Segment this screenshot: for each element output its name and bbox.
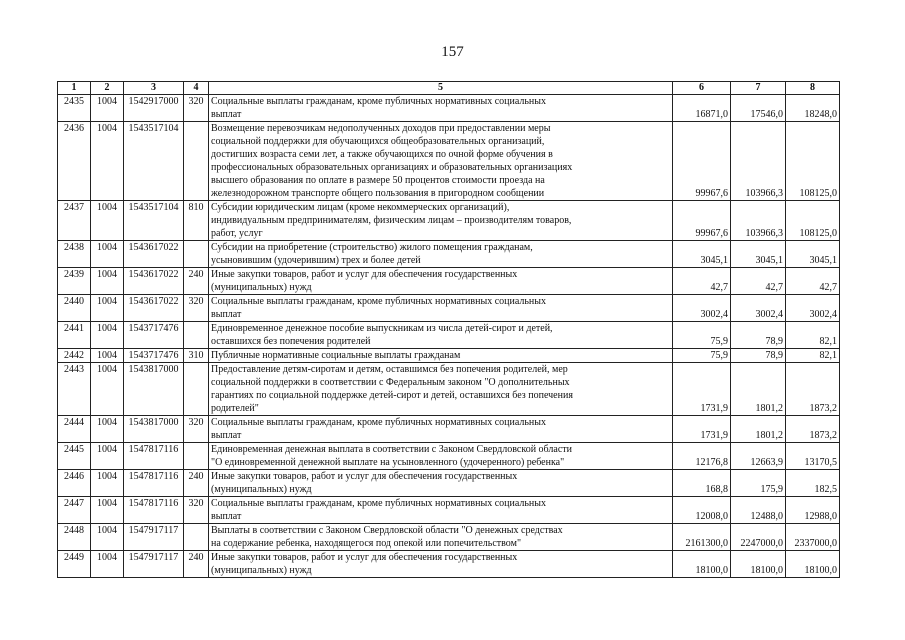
row-number-cell: 2437 (58, 201, 91, 241)
amount-year-1-cell: 168,8 (673, 470, 731, 497)
description-line: выплат (211, 309, 242, 320)
column-header: 5 (209, 82, 673, 95)
expense-type-cell: 810 (184, 201, 209, 241)
amount-year-1-cell: 1731,9 (673, 363, 731, 416)
section-code-cell: 1004 (91, 241, 124, 268)
amount-year-1-cell: 3045,1 (673, 241, 731, 268)
expense-type-cell: 310 (184, 349, 209, 363)
description-line: выплат (211, 430, 242, 441)
description-line: Социальные выплаты гражданам, кроме публичных нормативных социальных (211, 96, 546, 107)
amount-year-1-cell: 16871,0 (673, 95, 731, 122)
row-number-cell: 2440 (58, 295, 91, 322)
amount-year-3-cell: 3045,1 (786, 241, 840, 268)
amount-year-2-cell: 103966,3 (731, 122, 786, 201)
table-row (58, 470, 840, 497)
column-header: 7 (731, 82, 786, 95)
target-article-cell: 1542917000 (124, 95, 184, 122)
description-line: (муниципальных) нужд (211, 484, 312, 495)
description-line: социальной поддержки в соответствии с Федеральным законом "О дополнительных (211, 377, 570, 388)
amount-year-1-cell: 2161300,0 (673, 524, 731, 551)
expense-type-cell (184, 363, 209, 416)
amount-year-2-cell: 1801,2 (731, 416, 786, 443)
section-code-cell: 1004 (91, 201, 124, 241)
amount-year-3-cell: 82,1 (786, 349, 840, 363)
column-header: 4 (184, 82, 209, 95)
table-body (58, 95, 840, 578)
table-row (58, 241, 840, 268)
amount-year-2-cell: 3002,4 (731, 295, 786, 322)
description-line: (муниципальных) нужд (211, 282, 312, 293)
description-line: работ, услуг (211, 228, 263, 239)
description-line: выплат (211, 511, 242, 522)
row-number-cell: 2442 (58, 349, 91, 363)
row-number-cell: 2448 (58, 524, 91, 551)
target-article-cell: 1543517104 (124, 201, 184, 241)
budget-table (57, 81, 840, 578)
description-line: профессиональных образовательных организациях и образовательных организациях (211, 162, 573, 173)
expense-type-cell: 240 (184, 470, 209, 497)
column-header: 1 (58, 82, 91, 95)
column-header: 8 (786, 82, 840, 95)
table-row (58, 497, 840, 524)
amount-year-2-cell: 78,9 (731, 349, 786, 363)
description-line: индивидуальным предпринимателям, физическим лицам – производителям товаров, (211, 215, 572, 226)
amount-year-1-cell: 18100,0 (673, 551, 731, 578)
section-code-cell: 1004 (91, 95, 124, 122)
amount-year-1-cell: 1731,9 (673, 416, 731, 443)
expense-type-cell (184, 122, 209, 201)
expense-type-cell: 320 (184, 416, 209, 443)
table-row (58, 551, 840, 578)
target-article-cell: 1543817000 (124, 416, 184, 443)
section-code-cell: 1004 (91, 524, 124, 551)
table-row (58, 322, 840, 349)
section-code-cell: 1004 (91, 443, 124, 470)
amount-year-3-cell: 108125,0 (786, 201, 840, 241)
amount-year-3-cell: 13170,5 (786, 443, 840, 470)
description-cell (209, 322, 673, 349)
section-code-cell: 1004 (91, 322, 124, 349)
row-number-cell: 2446 (58, 470, 91, 497)
section-code-cell: 1004 (91, 349, 124, 363)
description-line: (муниципальных) нужд (211, 565, 312, 576)
target-article-cell: 1547817116 (124, 497, 184, 524)
expense-type-cell: 240 (184, 551, 209, 578)
amount-year-3-cell: 12988,0 (786, 497, 840, 524)
row-number-cell: 2443 (58, 363, 91, 416)
description-line: Выплаты в соответствии с Законом Свердловской области "О денежных средствах (211, 525, 563, 536)
description-line: Социальные выплаты гражданам, кроме публичных нормативных социальных (211, 498, 546, 509)
description-cell (209, 349, 673, 363)
description-cell (209, 201, 673, 241)
description-cell (209, 416, 673, 443)
description-cell (209, 524, 673, 551)
row-number-cell: 2449 (58, 551, 91, 578)
expense-type-cell (184, 322, 209, 349)
section-code-cell: 1004 (91, 416, 124, 443)
row-number-cell: 2445 (58, 443, 91, 470)
amount-year-1-cell: 75,9 (673, 349, 731, 363)
expense-type-cell: 240 (184, 268, 209, 295)
description-cell (209, 470, 673, 497)
description-cell (209, 241, 673, 268)
table-row (58, 443, 840, 470)
section-code-cell: 1004 (91, 470, 124, 497)
description-line: "О единовременной денежной выплате на усыновленного (удочеренного) ребенка" (211, 457, 565, 468)
description-line: Возмещение перевозчикам недополученных доходов при предоставлении меры (211, 123, 551, 134)
amount-year-1-cell: 99967,6 (673, 201, 731, 241)
description-cell (209, 363, 673, 416)
amount-year-3-cell: 2337000,0 (786, 524, 840, 551)
description-line: Социальные выплаты гражданам, кроме публичных нормативных социальных (211, 417, 546, 428)
table-row (58, 95, 840, 122)
description-line: Иные закупки товаров, работ и услуг для обеспечения государственных (211, 269, 518, 280)
amount-year-1-cell: 12176,8 (673, 443, 731, 470)
description-cell (209, 95, 673, 122)
target-article-cell: 1543617022 (124, 268, 184, 295)
target-article-cell: 1543817000 (124, 363, 184, 416)
column-header: 6 (673, 82, 731, 95)
amount-year-1-cell: 75,9 (673, 322, 731, 349)
row-number-cell: 2436 (58, 122, 91, 201)
section-code-cell: 1004 (91, 363, 124, 416)
amount-year-3-cell: 82,1 (786, 322, 840, 349)
amount-year-2-cell: 103966,3 (731, 201, 786, 241)
section-code-cell: 1004 (91, 551, 124, 578)
description-line: Иные закупки товаров, работ и услуг для обеспечения государственных (211, 471, 518, 482)
expense-type-cell (184, 443, 209, 470)
target-article-cell: 1543717476 (124, 322, 184, 349)
target-article-cell: 1547817116 (124, 470, 184, 497)
amount-year-2-cell: 175,9 (731, 470, 786, 497)
expense-type-cell: 320 (184, 95, 209, 122)
target-article-cell: 1547917117 (124, 524, 184, 551)
description-line: на содержание ребенка, находящегося под опекой или попечительством" (211, 538, 522, 549)
row-number-cell: 2447 (58, 497, 91, 524)
description-line: Публичные нормативные социальные выплаты гражданам (211, 350, 461, 361)
description-cell (209, 551, 673, 578)
description-line: достигших возраста семи лет, а также обучающихся по очной форме обучения в (211, 149, 553, 160)
section-code-cell: 1004 (91, 268, 124, 295)
description-line: высшего образования по оплате в размере 50 процентов стоимости проезда на (211, 175, 545, 186)
target-article-cell: 1543617022 (124, 241, 184, 268)
amount-year-2-cell: 1801,2 (731, 363, 786, 416)
amount-year-2-cell: 3045,1 (731, 241, 786, 268)
column-header: 2 (91, 82, 124, 95)
table-row (58, 122, 840, 201)
table-row (58, 416, 840, 443)
expense-type-cell: 320 (184, 295, 209, 322)
target-article-cell: 1543717476 (124, 349, 184, 363)
description-cell (209, 122, 673, 201)
description-line: Социальные выплаты гражданам, кроме публичных нормативных социальных (211, 296, 546, 307)
amount-year-2-cell: 2247000,0 (731, 524, 786, 551)
description-line: Иные закупки товаров, работ и услуг для обеспечения государственных (211, 552, 518, 563)
row-number-cell: 2441 (58, 322, 91, 349)
description-line: выплат (211, 109, 242, 120)
expense-type-cell: 320 (184, 497, 209, 524)
description-line: оставшихся без попечения родителей (211, 336, 371, 347)
section-code-cell: 1004 (91, 295, 124, 322)
description-line: Субсидии юридическим лицам (кроме некоммерческих организаций), (211, 202, 510, 213)
amount-year-3-cell: 3002,4 (786, 295, 840, 322)
table-row (58, 201, 840, 241)
row-number-cell: 2444 (58, 416, 91, 443)
amount-year-1-cell: 12008,0 (673, 497, 731, 524)
column-header: 3 (124, 82, 184, 95)
amount-year-2-cell: 78,9 (731, 322, 786, 349)
description-cell (209, 443, 673, 470)
section-code-cell: 1004 (91, 122, 124, 201)
target-article-cell: 1547817116 (124, 443, 184, 470)
amount-year-3-cell: 18100,0 (786, 551, 840, 578)
amount-year-3-cell: 18248,0 (786, 95, 840, 122)
description-cell (209, 295, 673, 322)
description-line: гарантиях по социальной поддержке детей-сирот и детей, оставшихся без попечения (211, 390, 573, 401)
amount-year-3-cell: 1873,2 (786, 363, 840, 416)
description-line: железнодорожном транспорте общего пользования в пригородном сообщении (211, 188, 545, 199)
description-line: Субсидии на приобретение (строительство) жилого помещения гражданам, (211, 242, 533, 253)
amount-year-2-cell: 17546,0 (731, 95, 786, 122)
amount-year-2-cell: 42,7 (731, 268, 786, 295)
description-line: усыновившим (удочерившим) трех и более детей (211, 255, 421, 266)
table-row (58, 524, 840, 551)
table-row (58, 349, 840, 363)
description-line: Единовременная денежная выплата в соответствии с Законом Свердловской области (211, 444, 572, 455)
amount-year-3-cell: 182,5 (786, 470, 840, 497)
table-row (58, 268, 840, 295)
description-line: социальной поддержки для обучающихся общеобразовательных организаций, (211, 136, 545, 147)
expense-type-cell (184, 241, 209, 268)
amount-year-2-cell: 18100,0 (731, 551, 786, 578)
amount-year-1-cell: 99967,6 (673, 122, 731, 201)
target-article-cell: 1543617022 (124, 295, 184, 322)
description-cell (209, 497, 673, 524)
header-row (58, 82, 840, 95)
description-line: Единовременное денежное пособие выпускникам из числа детей-сирот и детей, (211, 323, 553, 334)
description-line: родителей" (211, 403, 259, 414)
row-number-cell: 2435 (58, 95, 91, 122)
amount-year-1-cell: 42,7 (673, 268, 731, 295)
amount-year-2-cell: 12663,9 (731, 443, 786, 470)
expense-type-cell (184, 524, 209, 551)
target-article-cell: 1543517104 (124, 122, 184, 201)
section-code-cell: 1004 (91, 497, 124, 524)
amount-year-1-cell: 3002,4 (673, 295, 731, 322)
target-article-cell: 1547917117 (124, 551, 184, 578)
description-line: Предоставление детям-сиротам и детям, оставшимся без попечения родителей, мер (211, 364, 568, 375)
row-number-cell: 2439 (58, 268, 91, 295)
row-number-cell: 2438 (58, 241, 91, 268)
amount-year-3-cell: 42,7 (786, 268, 840, 295)
description-cell (209, 268, 673, 295)
table-row (58, 295, 840, 322)
amount-year-2-cell: 12488,0 (731, 497, 786, 524)
table-row (58, 363, 840, 416)
page-number: 157 (441, 44, 464, 60)
amount-year-3-cell: 1873,2 (786, 416, 840, 443)
amount-year-3-cell: 108125,0 (786, 122, 840, 201)
